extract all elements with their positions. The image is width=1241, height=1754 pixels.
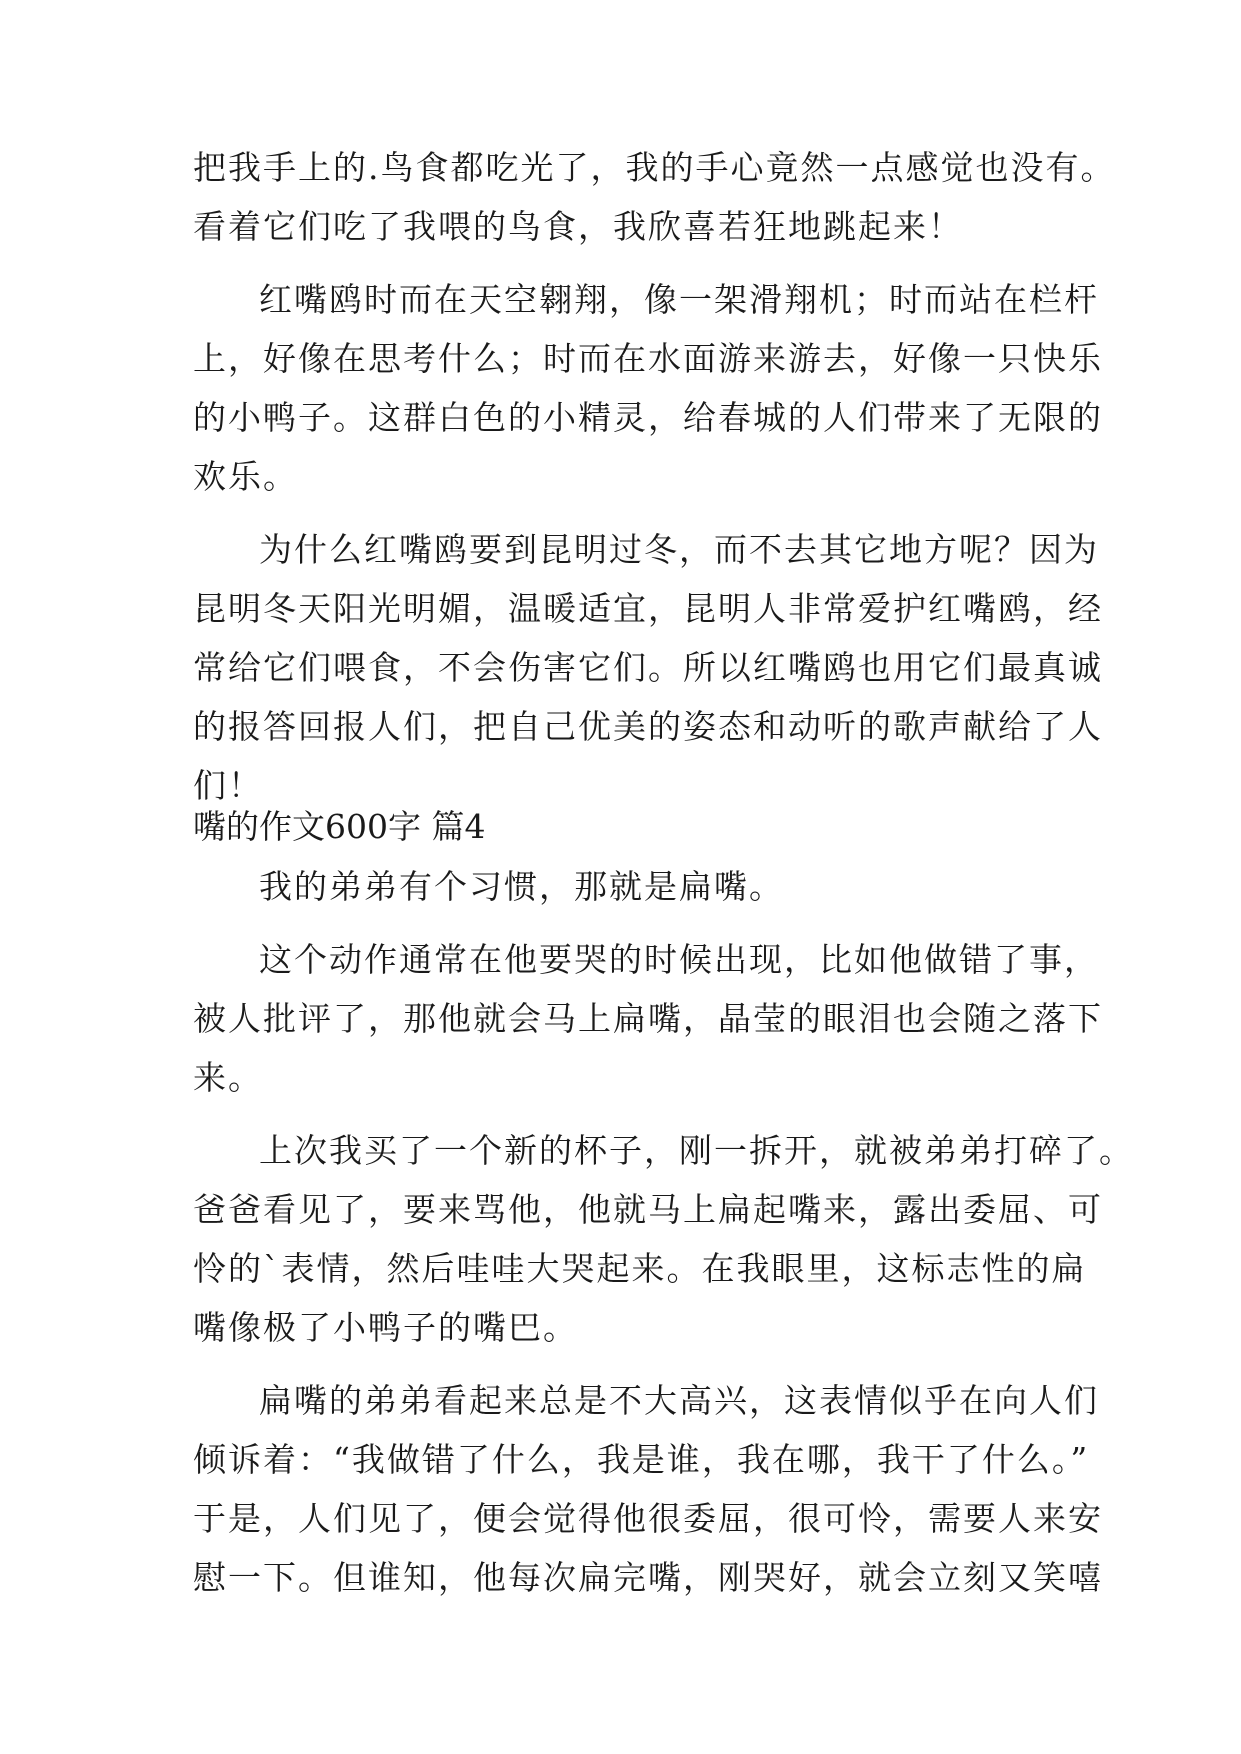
text-line: 上，好像在思考什么；时而在水面游来游去，好像一只快乐 <box>193 339 1103 378</box>
text-line: 怜的`表情，然后哇哇大哭起来。在我眼里，这标志性的扁 <box>193 1249 1087 1288</box>
text-line: 被人批评了，那他就会马上扁嘴，晶莹的眼泪也会随之落下 <box>193 999 1103 1038</box>
text-line: 扁嘴的弟弟看起来总是不大高兴，这表情似乎在向人们 <box>259 1381 1099 1420</box>
text-line: 倾诉着：“我做错了什么，我是谁，我在哪，我干了什么。” <box>193 1440 1090 1479</box>
text-line: 的报答回报人们，把自己优美的姿态和动听的歌声献给了人 <box>193 707 1103 746</box>
section-heading: 嘴的作文600字 篇4 <box>193 807 486 846</box>
text-line: 常给它们喂食，不会伤害它们。所以红嘴鸥也用它们最真诚 <box>193 648 1103 687</box>
text-line: 上次我买了一个新的杯子，刚一拆开，就被弟弟打碎了。 <box>259 1131 1134 1170</box>
text-line: 把我手上的.鸟食都吃光了，我的手心竟然一点感觉也没有。 <box>193 148 1116 187</box>
text-line: 于是，人们见了，便会觉得他很委屈，很可怜，需要人来安 <box>193 1499 1103 1538</box>
text-line: 昆明冬天阳光明媚，温暖适宜，昆明人非常爱护红嘴鸥，经 <box>193 589 1103 628</box>
text-line: 我的弟弟有个习惯，那就是扁嘴。 <box>259 867 784 906</box>
text-line: 们！ <box>193 766 263 805</box>
text-line: 的小鸭子。这群白色的小精灵，给春城的人们带来了无限的 <box>193 398 1103 437</box>
text-line: 看着它们吃了我喂的鸟食，我欣喜若狂地跳起来！ <box>193 207 963 246</box>
text-line: 慰一下。但谁知，他每次扁完嘴，刚哭好，就会立刻又笑嘻 <box>193 1558 1103 1597</box>
text-line: 来。 <box>193 1058 263 1097</box>
text-line: 为什么红嘴鸥要到昆明过冬，而不去其它地方呢？因为 <box>259 530 1099 569</box>
text-line: 爸爸看见了，要来骂他，他就马上扁起嘴来，露出委屈、可 <box>193 1190 1103 1229</box>
text-line: 欢乐。 <box>193 457 298 496</box>
text-line: 红嘴鸥时而在天空翱翔，像一架滑翔机；时而站在栏杆 <box>259 280 1099 319</box>
text-line: 这个动作通常在他要哭的时候出现，比如他做错了事， <box>259 940 1099 979</box>
text-line: 嘴像极了小鸭子的嘴巴。 <box>193 1308 578 1347</box>
